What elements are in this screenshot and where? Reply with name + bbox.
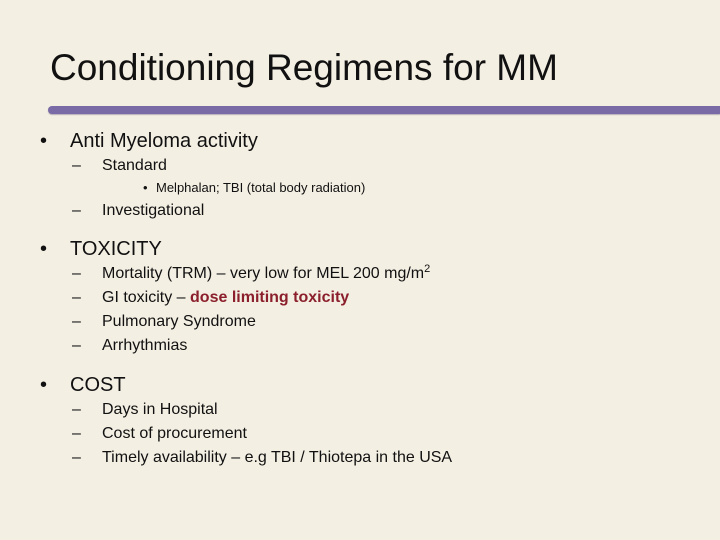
dash-marker: – [72,157,81,174]
sub-bullet-text: Investigational [102,202,205,219]
bullet-marker: • [40,238,48,260]
bullet-marker: • [40,374,48,396]
sub-bullet-text: Timely availability – e.g TBI / Thiotepa in the USA [102,449,453,466]
bullet-marker: • [143,180,148,195]
sub-bullet-text: Standard [102,157,167,174]
bullet-text: COST [70,374,126,396]
superscript-two: 2 [424,263,431,275]
sub-bullet-text: Arrhythmias [102,337,188,354]
sub-bullet-text [102,288,349,308]
dash-marker: – [72,265,81,282]
highlight-text: dose limiting toxicity [190,289,350,306]
sub-bullet-text: Cost of procurement [102,425,247,442]
sub-sub-bullet-text: Melphalan; TBI (total body radiation) [156,180,366,195]
sub-bullet-text: Days in Hospital [102,401,218,418]
dash-marker: – [72,337,81,354]
sub-bullet-text: Pulmonary Syndrome [102,313,256,330]
dash-marker: – [72,449,81,466]
dash-marker: – [72,289,81,306]
bullet-text: TOXICITY [70,238,162,260]
sub-bullet-text [102,264,430,284]
dash-marker: – [72,401,81,418]
bullet-marker: • [40,130,48,152]
title-underline [48,106,720,114]
bullet-text: Anti Myeloma activity [70,130,258,152]
dash-marker: – [72,425,81,442]
slide-title: Conditioning Regimens for MM [50,47,558,88]
dash-marker: – [72,202,81,219]
dash-marker: – [72,313,81,330]
gi-toxicity-text: GI toxicity – [102,289,191,306]
mortality-text: Mortality (TRM) – very low for MEL 200 mg/m [102,265,425,282]
